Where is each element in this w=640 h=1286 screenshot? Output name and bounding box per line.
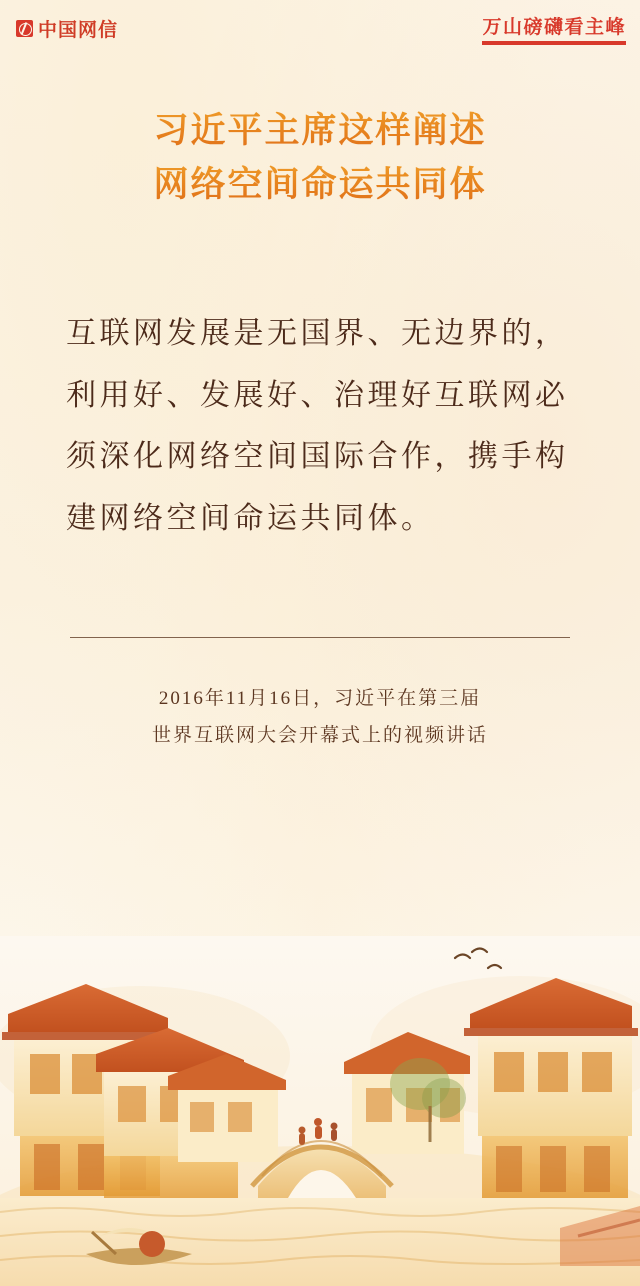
source-attribution <box>70 680 570 754</box>
cac-logo-icon <box>16 20 33 37</box>
top-bar <box>0 0 640 56</box>
headline-line-1: 习近平主席这样阐述 <box>0 104 640 158</box>
source-line-2: 世界互联网大会开幕式上的视频讲话 <box>151 725 488 747</box>
brand-lockup[interactable] <box>16 15 118 42</box>
campaign-badge <box>482 12 626 45</box>
page-title <box>0 104 640 211</box>
campaign-label: 万山磅礴看主峰 <box>482 12 626 45</box>
source-line-1: 2016年11月16日，习近平在第三届 <box>158 688 482 710</box>
headline-line-2: 网络空间命运共同体 <box>0 158 640 212</box>
brand-label: 中国网信 <box>38 19 119 41</box>
divider <box>70 637 570 638</box>
quote-text: 互联网发展是无国界、无边界的，利用好、发展好、治理好互联网必须深化网络空间国际合作，携手构建网络空间命运共同体。 <box>66 317 569 535</box>
watertown-illustration <box>0 936 640 1286</box>
